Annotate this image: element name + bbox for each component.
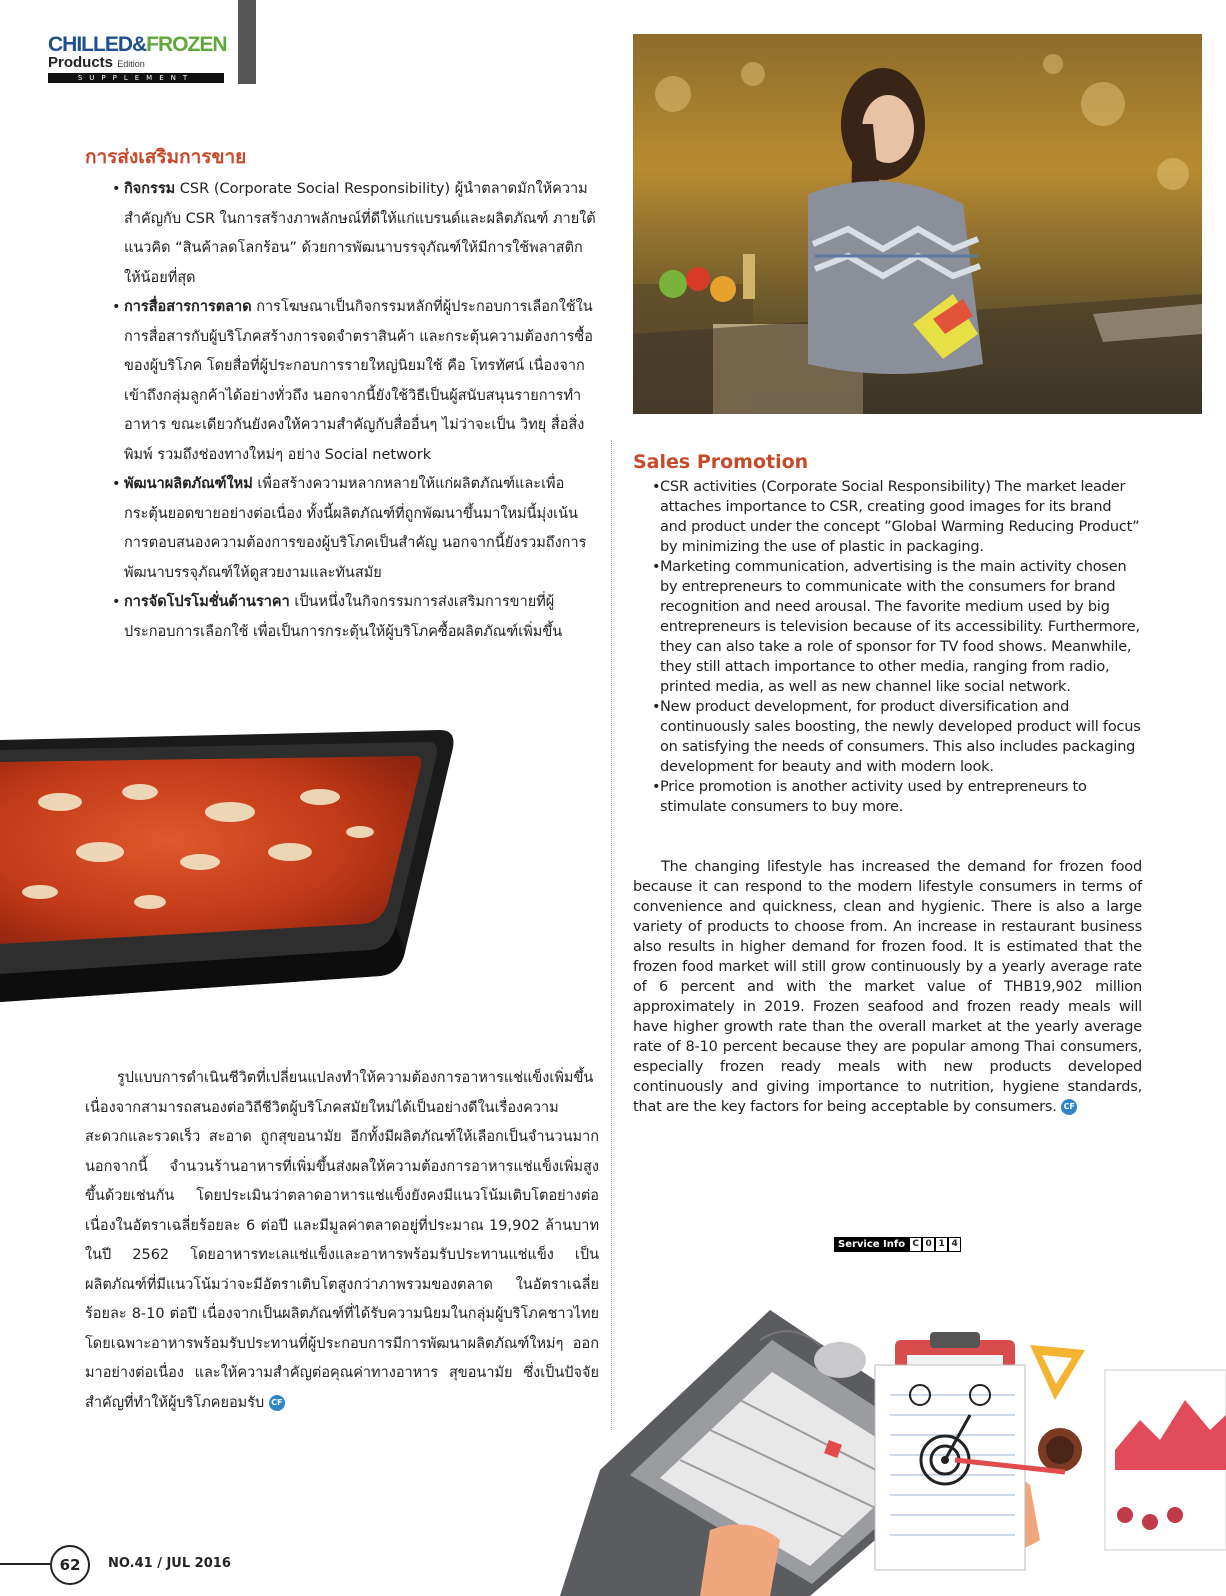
service-info-label: Service Info xyxy=(834,1237,909,1252)
service-info-code: 4 xyxy=(948,1237,961,1252)
service-info-code: 1 xyxy=(935,1237,948,1252)
thai-bullet-text: เป็นหนึ่งในกิจกรรมการส่งเสริมการขายที่ผู้ประกอบการเลือกใช้ เพื่อเป็นการกระตุ้นให้ผู้บริโภคซื้อผลิตภัณฑ์เพิ่มขึ้น xyxy=(124,594,563,640)
shopper-photo xyxy=(633,34,1202,414)
thai-body-text: รูปแบบการดำเนินชีวิตที่เปลี่ยนแปลงทำให้ความต้องการอาหารแช่แข็งเพิ่มขึ้น เนื่องจากสามารถสนองต่อวิถีชีวิตผู้บริโภคสมัยใหม่ได้เป็นอย่างดีในเรื่องความสะดวกและรวดเร็ว สะอาด ถูกสุขอนามัย อีกทั้งมีผลิตภัณฑ์ให้เลือกเป็นจำนวนมาก นอกจากนี้ จำนวนร้านอาหารที่เพิ่มขึ้นส่งผลให้ความต้องการอาหารแช่แข็งเพิ่มสูงขึ้นด้วยเช่นกัน โดยประเมินว่าตลาดอาหารแช่แข็งยังคงมีแนวโน้มเติบโตอย่างต่อเนื่องในอัตราเฉลี่ยร้อยละ 6 ต่อปี และมีมูลค่าตลาดอยู่ที่ประมาณ 19,902 ล้านบาทในปี 2562 โดยอาหารทะเลแช่แข็งและอาหารพร้อมรับประทานแช่แข็ง เป็นผลิตภัณฑ์ที่มีแนวโน้มว่าจะมีอัตราเติบโตสูงกว่าภาพรวมของตลาด ในอัตราเฉลี่ยร้อยละ 8-10 ต่อปี เนื่องจากเป็นผลิตภัณฑ์ที่ได้รับความนิยมในกลุ่มผู้บริโภคชาวไทย โดยเฉพาะอาหารพร้อมรับประทานที่ผู้ประกอบการมีการพัฒนาผลิตภัณฑ์ใหม่ๆ ออกมาอย่างต่อเนื่อง และให้ความสำคัญต่อคุณค่าทางอาหาร สุขอนามัย ซึ่งเป็นปัจจัยสำคัญที่ทำให้ผู้บริโภคยอมรับ xyxy=(85,1070,599,1411)
logo-frozen: FROZEN xyxy=(146,33,227,56)
thai-bullet-text: เพื่อสร้างความหลากหลายให้แก่ผลิตภัณฑ์และเพื่อกระตุ้นยอดขายอย่างต่อเนื่อง ทั้งนี้ผลิตภัณฑ์ที่ถูกพัฒนาขึ้นมาใหม่นี้มุ่งเน้นการตอบสนองความต้องการของผู้บริโภคเป็นสำคัญ นอกจากนี้ยังรวมถึงการพัฒนาบรรจุภัณฑ์ให้ดูสวยงามและทันสมัย xyxy=(124,476,587,581)
chart-paper-icon xyxy=(1105,1370,1226,1550)
frozen-meal-tray-image xyxy=(0,712,470,1012)
page-number: 62 xyxy=(50,1545,90,1585)
logo-supplement: SUPPLEMENT xyxy=(48,73,224,83)
ruler-triangle-icon xyxy=(1030,1345,1085,1400)
service-info-code: C xyxy=(909,1237,922,1252)
masthead-logo xyxy=(48,33,227,83)
end-mark-icon: CF xyxy=(269,1395,285,1411)
english-bullet: • Price promotion is another activity used by entrepreneurs to stimulate consumers to buy more. xyxy=(660,777,1142,817)
thai-bullet-title: การจัดโปรโมชั่นด้านราคา xyxy=(124,594,290,610)
logo-amp: & xyxy=(132,33,147,56)
thai-bullet xyxy=(112,175,599,293)
masthead-bar xyxy=(238,0,256,84)
desk-illustration xyxy=(560,1300,1226,1596)
thai-bullet xyxy=(112,588,599,647)
thai-body-paragraph xyxy=(85,1064,599,1418)
shopper-photo-illustration xyxy=(633,34,1202,414)
logo-products: Products xyxy=(48,54,114,71)
thai-bullet-text: การโฆษณาเป็นกิจกรรมหลักที่ผู้ประกอบการเลือกใช้ในการสื่อสารกับผู้บริโภคสร้างการจดจำตราสินค้า และกระตุ้นความต้องการซื้อของผู้บริโภค โดยสื่อที่ผู้ประกอบการรายใหญ่นิยมใช้ คือ โทรทัศน์ เนื่องจากเข้าถึงกลุ่มลูกค้าได้อย่างทั่วถึง นอกจากนี้ยังใช้วิธีเป็นผู้สนับสนุนรายการทำอาหาร ขณะเดียวกันยังคงให้ความสำคัญกับสื่ออื่นๆ ไม่ว่าจะเป็น วิทยุ สื่อสิ่งพิมพ์ รวมถึงช่องทางใหม่ๆ อย่าง Social network xyxy=(124,299,593,463)
coffee-cup-icon xyxy=(1038,1428,1082,1472)
thai-bullet-text: CSR (Corporate Social Responsibility) ผู้นำตลาดมักให้ความสำคัญกับ CSR ในการสร้างภาพลักษณ์ที่ดีให้แก่แบรนด์และผลิตภัณฑ์ ภายใต้แนวคิด “สินค้าลดโลกร้อน” ด้วยการพัฒนาบรรจุภัณฑ์ให้มีการใช้พลาสติกให้น้อยที่สุด xyxy=(124,181,596,286)
thai-bullet xyxy=(112,293,599,470)
service-info xyxy=(834,1237,961,1252)
logo-edition: Edition xyxy=(117,59,145,69)
issue-label: NO.41 / JUL 2016 xyxy=(108,1556,231,1571)
woman-figure xyxy=(808,68,983,374)
english-body-paragraph xyxy=(633,857,1142,1117)
logo-chilled: CHILLED xyxy=(48,33,132,56)
service-info-code: 0 xyxy=(922,1237,935,1252)
thai-bullet-list xyxy=(112,175,599,647)
column-divider xyxy=(611,440,612,1430)
english-bullet: • New product development, for product diversification and continuously sales boosting, the newly developed product will focus on satisfying the needs of consumers. This also includes packaging development for beauty and with modern look. xyxy=(660,697,1142,777)
thai-bullet-title: การสื่อสารการตลาด xyxy=(124,299,252,315)
thai-bullet xyxy=(112,470,599,588)
english-bullet: • CSR activities (Corporate Social Responsibility) The market leader attaches importance to CSR, creating good images for its brand and product under the concept ”Global Warming Reducing Product” by minimizing the use of plastic in packaging. xyxy=(660,477,1142,557)
english-bullet-list xyxy=(660,477,1142,817)
end-mark-icon: CF xyxy=(1061,1099,1077,1115)
thai-bullet-title: พัฒนาผลิตภัณฑ์ใหม่ xyxy=(124,476,253,492)
english-bullet: • Marketing communication, advertising is the main activity chosen by entrepreneurs to communicate with the consumers for brand recognition and need arousal. The favorite medium used by big entrepreneurs is television because of its accessibility. Furthermore, they can also take a role of sponsor for TV food shows. Meanwhile, they still attach importance to other media, ranging from radio, printed media, as well as new channel like social network. xyxy=(660,557,1142,697)
thai-heading: การส่งเสริมการขาย xyxy=(85,146,247,168)
footer-line xyxy=(0,1563,50,1565)
english-body-text: The changing lifestyle has increased the demand for frozen food because it can respond to the modern lifestyle consumers in terms of convenience and quickness, clean and hygienic. There is also a large variety of products to choose from. An increase in restaurant business also results in higher demand for frozen food. It is estimated that the frozen food market will still grow continuously by a yearly average rate of 6 percent and with the market value of THB19,902 million approximately in 2019. Frozen seafood and frozen ready meals will have higher growth rate than the overall market at the yearly average rate of 8-10 percent because they are popular among Thai consumers, especially frozen ready meals with new products developed continuously and giving importance to nutrition, hygiene standards, that are the key factors for being acceptable by consumers. xyxy=(633,859,1142,1115)
thai-bullet-title: กิจกรรม xyxy=(124,181,176,197)
english-heading: Sales Promotion xyxy=(633,451,809,473)
